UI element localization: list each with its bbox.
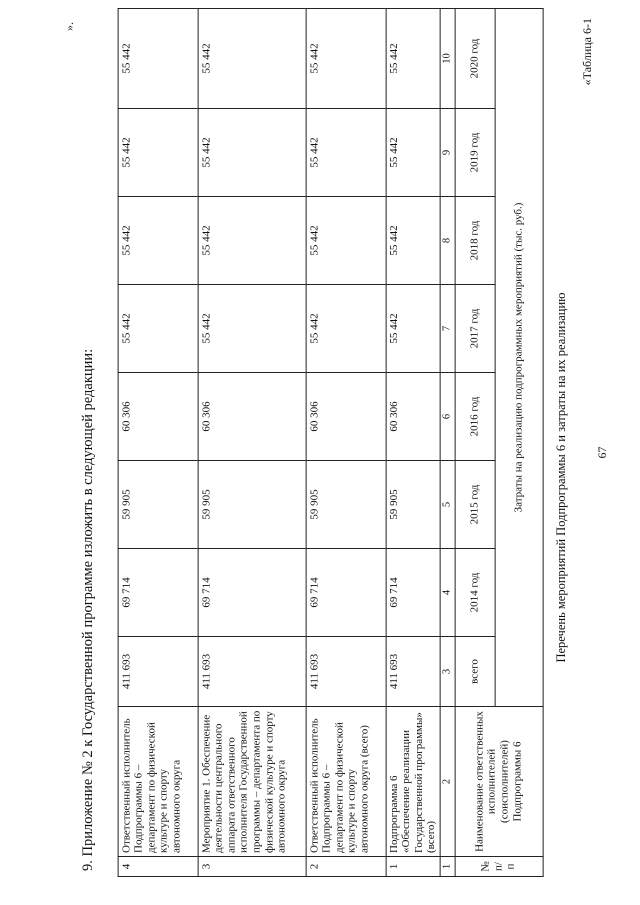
amendment-paragraph: 9. Приложение № 2 к Государственной программе изложить в следующей редакции: — [80, 348, 96, 871]
closing-quote-mark: ». — [62, 22, 76, 31]
row-name: Ответственный исполнитель Подпрограммы 6 – департамент по физической культуре и спорту автономного округа (всего) — [307, 707, 387, 857]
row-value: 55 442 — [199, 8, 307, 108]
row-value: 55 442 — [119, 197, 199, 285]
page-number: 67 — [595, 446, 609, 459]
table-tag: «Таблица 6-1 — [580, 18, 594, 86]
row-value: 55 442 — [307, 8, 387, 108]
row-value: 55 442 — [387, 285, 441, 373]
table-row — [119, 8, 199, 876]
row-value: 55 442 — [387, 197, 441, 285]
header-year: 2018 год — [455, 197, 495, 285]
row-value: 55 442 — [307, 109, 387, 197]
row-index: 1 — [387, 857, 441, 877]
activities-cost-table — [118, 19, 538, 877]
row-value: 59 905 — [119, 461, 199, 549]
column-number: 2 — [440, 707, 455, 857]
row-value: 55 442 — [307, 197, 387, 285]
row-value: 55 442 — [119, 285, 199, 373]
row-index: 4 — [119, 857, 199, 877]
row-value: 69 714 — [307, 549, 387, 637]
row-value: 59 905 — [387, 461, 441, 549]
table-row — [307, 8, 387, 876]
header-costs-group: Затраты на реализацию подпрограммных мероприятий (тыс. руб.) — [495, 8, 543, 706]
row-value: 55 442 — [199, 109, 307, 197]
header-year: 2015 год — [455, 461, 495, 549]
row-value: 55 442 — [199, 285, 307, 373]
row-total: 411 693 — [119, 637, 199, 707]
table-caption: Перечень мероприятий Подпрограммы 6 и затраты на их реализацию — [554, 292, 568, 663]
row-total: 411 693 — [199, 637, 307, 707]
column-number: 1 — [440, 857, 455, 877]
row-total: 411 693 — [387, 637, 441, 707]
row-name: Мероприятие 1. Обеспечение деятельности центрального аппарата ответственного исполнителя Государственной программы – департамента по физической культуре и спорту автономного округа — [199, 707, 307, 857]
row-value: 69 714 — [119, 549, 199, 637]
header-year: 2019 год — [455, 109, 495, 197]
row-total: 411 693 — [307, 637, 387, 707]
header-name: Наименование ответственных исполнителей (соисполнителей) Подпрограммы 6 — [455, 707, 543, 857]
column-number: 7 — [440, 285, 455, 373]
row-value: 69 714 — [387, 549, 441, 637]
row-value: 55 442 — [387, 109, 441, 197]
row-value: 55 442 — [307, 285, 387, 373]
header-total: всего — [455, 637, 495, 707]
row-index: 2 — [307, 857, 387, 877]
header-year: 2014 год — [455, 549, 495, 637]
header-year: 2016 год — [455, 373, 495, 461]
row-value: 69 714 — [199, 549, 307, 637]
row-value: 55 442 — [199, 197, 307, 285]
header-index: № п/п — [455, 857, 543, 877]
row-value: 60 306 — [199, 373, 307, 461]
column-number: 6 — [440, 373, 455, 461]
row-value: 60 306 — [387, 373, 441, 461]
table-row — [387, 8, 441, 876]
header-year: 2017 год — [455, 285, 495, 373]
row-value: 55 442 — [119, 109, 199, 197]
row-value: 60 306 — [307, 373, 387, 461]
row-value: 59 905 — [307, 461, 387, 549]
table-row — [199, 8, 307, 876]
column-number: 5 — [440, 461, 455, 549]
column-number: 8 — [440, 197, 455, 285]
column-number: 9 — [440, 109, 455, 197]
column-number: 3 — [440, 637, 455, 707]
row-value: 59 905 — [199, 461, 307, 549]
row-value: 60 306 — [119, 373, 199, 461]
row-name: Ответственный исполнитель Подпрограммы 6 – департамент по физической культуре и спорту автономного округа — [119, 707, 199, 857]
row-name: Подпрограмма 6 «Обеспечение реализации Государственной программы» (всего) — [387, 707, 441, 857]
row-value: 55 442 — [119, 8, 199, 108]
header-year: 2020 год — [455, 8, 495, 108]
row-index: 3 — [199, 857, 307, 877]
column-number: 10 — [440, 8, 455, 108]
column-number: 4 — [440, 549, 455, 637]
row-value: 55 442 — [387, 8, 441, 108]
